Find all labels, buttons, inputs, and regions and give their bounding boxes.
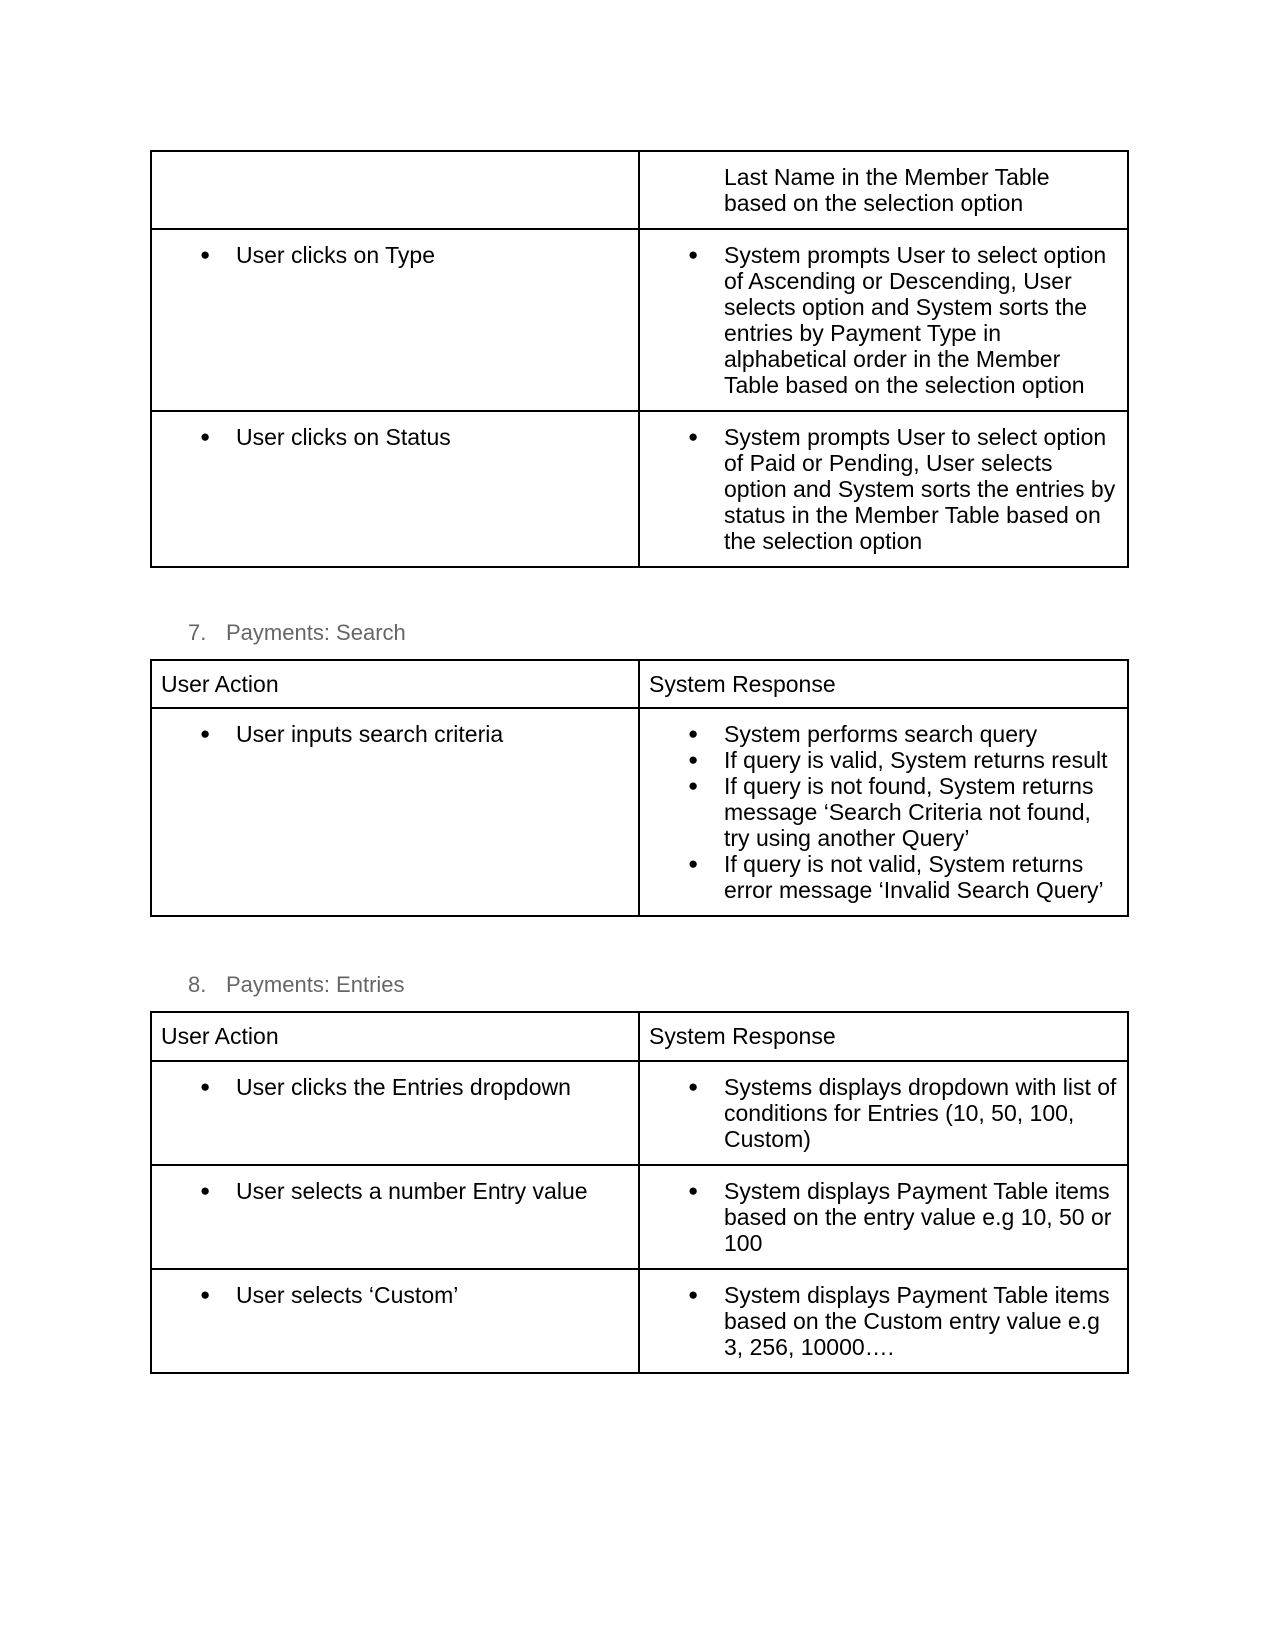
- table-row: [151, 708, 1128, 916]
- table-row: [151, 1269, 1128, 1373]
- action-cell: [151, 708, 639, 916]
- section-number: 8.: [188, 972, 207, 997]
- header-system-response: System Response: [639, 660, 1128, 708]
- table-row: [151, 151, 1128, 229]
- section-title: Payments: Search: [226, 620, 406, 645]
- response-cell: [639, 708, 1128, 916]
- response-text: ● System displays Payment Table items based on the Custom entry value e.g 3, 256, 10000….: [640, 1282, 1117, 1360]
- response-cell: [639, 411, 1128, 567]
- action-text: ● User clicks the Entries dropdown: [152, 1074, 628, 1100]
- action-cell: [151, 229, 639, 411]
- payments-entries-table: [150, 1011, 1129, 1374]
- action-cell: [151, 1061, 639, 1165]
- response-cell: [639, 1269, 1128, 1373]
- table-header-row: [151, 660, 1128, 708]
- action-text: ● User clicks on Status: [152, 424, 628, 450]
- response-cell: [639, 1061, 1128, 1165]
- response-text: ● System displays Payment Table items based on the entry value e.g 10, 50 or 100: [640, 1178, 1117, 1256]
- response-text: ● Systems displays dropdown with list of conditions for Entries (10, 50, 100, Custom): [640, 1074, 1117, 1152]
- action-text: ● User inputs search criteria: [152, 721, 628, 747]
- member-table-sort-continued: [150, 150, 1129, 568]
- action-text: ● User selects ‘Custom’: [152, 1282, 628, 1308]
- section-number: 7.: [188, 620, 207, 645]
- table-row: [151, 411, 1128, 567]
- action-text: ● User selects a number Entry value: [152, 1178, 628, 1204]
- table-row: [151, 229, 1128, 411]
- section-heading-search: [188, 620, 406, 646]
- response-text: ● System performs search query: [640, 721, 1117, 747]
- action-text: ● User clicks on Type: [152, 242, 628, 268]
- response-cell: [639, 1165, 1128, 1269]
- response-text: ● If query is valid, System returns result: [640, 747, 1117, 773]
- header-system-response: System Response: [639, 1012, 1128, 1061]
- table-header-row: [151, 1012, 1128, 1061]
- action-cell: [151, 411, 639, 567]
- payments-search-table: [150, 659, 1129, 917]
- header-user-action: User Action: [151, 1012, 639, 1061]
- action-cell: [151, 151, 639, 229]
- response-text: ● If query is not valid, System returns error message ‘Invalid Search Query’: [640, 851, 1117, 903]
- table-row: [151, 1061, 1128, 1165]
- response-cell: [639, 151, 1128, 229]
- section-heading-entries: [188, 972, 405, 998]
- response-text: ● If query is not found, System returns message ‘Search Criteria not found, try using another Query’: [640, 773, 1117, 851]
- response-text: ● System prompts User to select option of Ascending or Descending, User selects option and System sorts the entries by Payment Type in alphabetical order in the Member Table based on the selection option: [640, 242, 1117, 398]
- action-cell: [151, 1165, 639, 1269]
- header-user-action: User Action: [151, 660, 639, 708]
- section-title: Payments: Entries: [226, 972, 405, 997]
- action-cell: [151, 1269, 639, 1373]
- response-text: ● System prompts User to select option of Paid or Pending, User selects option and System sorts the entries by status in the Member Table based on the selection option: [640, 424, 1117, 554]
- table-row: [151, 1165, 1128, 1269]
- response-cell: [639, 229, 1128, 411]
- response-text: Last Name in the Member Table based on the selection option: [724, 164, 1050, 216]
